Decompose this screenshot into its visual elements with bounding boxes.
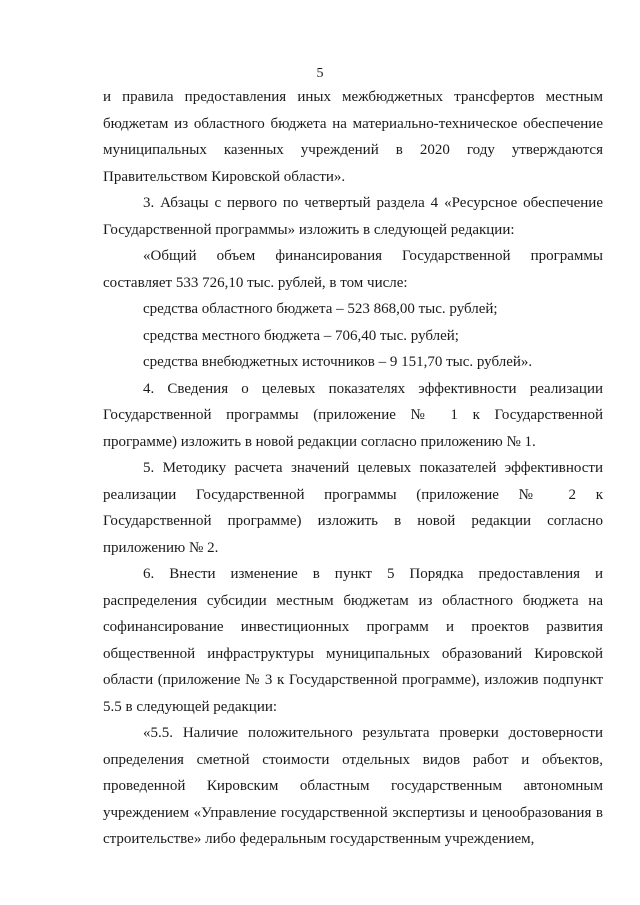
paragraph-regional-budget: средства областного бюджета – 523 868,00 тыс. рублей;	[143, 301, 498, 317]
page-number: 5	[316, 66, 324, 81]
document-body	[103, 84, 603, 853]
paragraph-item-6: 6. Внести изменение в пункт 5 Порядка предоставления и распределения субсидии местным бюджетам из областного бюджета на софинансирование инвестиционных программ и проектов развития общественной инфраструктуры муниципальных образований Кировской области (приложение № 3 к Государственной программе), изложив подпункт 5.5 в следующей редакции:	[103, 566, 603, 715]
paragraph-continuation: и правила предоставления иных межбюджетных трансфертов местным бюджетам из областного бюджета на материально-техническое обеспечение муниципальных казенных учреждений в 2020 году утверждаются Правительством Кировской области».	[103, 89, 603, 185]
paragraph-local-budget: средства местного бюджета – 706,40 тыс. рублей;	[143, 327, 459, 344]
paragraph-financing-total: «Общий объем финансирования Государственной программы составляет 533 726,10 тыс. рублей, в том числе:	[103, 248, 603, 291]
paragraph-extrabudgetary: средства внебюджетных источников – 9 151,70 тыс. рублей».	[143, 354, 533, 370]
paragraph-item-3: 3. Абзацы с первого по четвертый раздела 4 «Ресурсное обеспечение Государственной программы» изложить в следующей редакции:	[103, 195, 603, 238]
paragraph-item-5: 5. Методику расчета значений целевых показателей эффективности реализации Государственной программы (приложение № 2 к Государственной программе) изложить в новой редакции согласно приложению № 2.	[103, 460, 603, 556]
paragraph-item-4: 4. Сведения о целевых показателях эффективности реализации Государственной программы (приложение № 1 к Государственной программе) изложить в новой редакции согласно приложению № 1.	[103, 380, 603, 450]
paragraph-item-5-5: «5.5. Наличие положительного результата проверки достоверности определения сметной стоимости отдельных видов работ и объектов, проведенной Кировским областным государственным автономным учреждением «Управление государственной экспертизы и ценообразования в строительстве» либо федеральным государственным учреждением,	[103, 725, 603, 847]
